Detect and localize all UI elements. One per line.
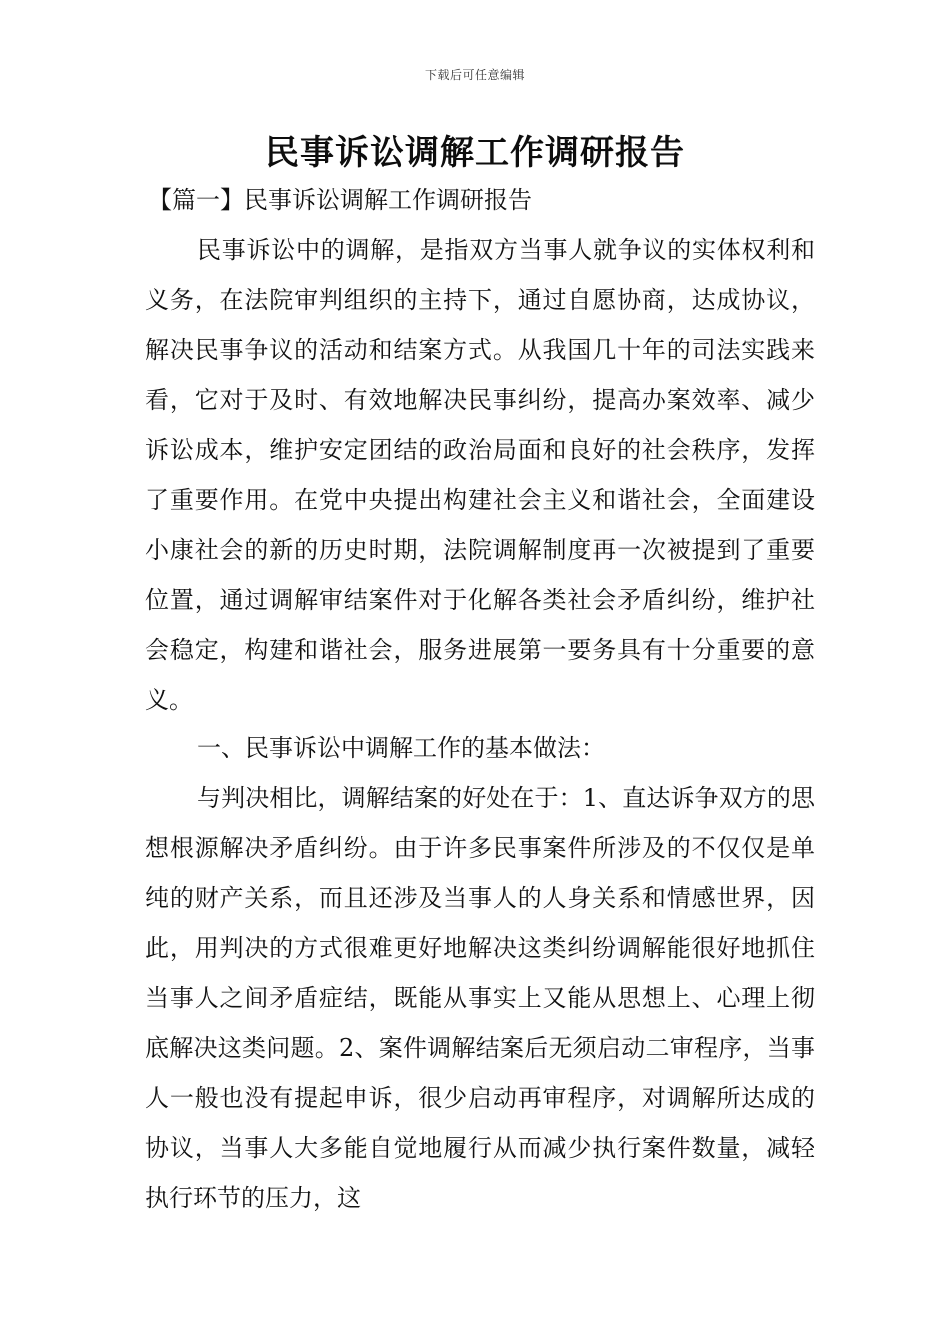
document-title: 民事诉讼调解工作调研报告 <box>265 133 685 173</box>
section-heading: 【篇一】民事诉讼调解工作调研报告 <box>148 186 532 214</box>
download-note: 下载后可任意编辑 <box>424 68 525 82</box>
paragraph-subheading: 一、民事诉讼中调解工作的基本做法： <box>197 734 605 762</box>
paragraph-intro: 民事诉讼中的调解，是指双方当事人就争议的实体权利和义务，在法院审判组织的主持下，通过自愿协商，达成协议，解决民事争议的活动和结案方式。从我国几十年的司法实践来看，它对于及时、有效地解决民事纠纷，提高办案效率、减少诉讼成本，维护安定团结的政治局面和良好的社会秩序，发挥了重要作用。在党中央提出构建社会主义和谐社会，全面建设小康社会的新的历史时期，法院调解制度再一次被提到了重要位置，通过调解审结案件对于化解各类社会矛盾纠纷，维护社会稳定，构建和谐社会，服务进展第一要务具有十分重要的意义。 <box>145 236 815 714</box>
paragraph-comparison: 与判决相比，调解结案的好处在于：1、直达诉争双方的思想根源解决矛盾纠纷。由于许多民事案件所涉及的不仅仅是单纯的财产关系，而且还涉及当事人的人身关系和情感世界，因此，用判决的方式很难更好地解决这类纠纷调解能很好地抓住当事人之间矛盾症结，既能从事实上又能从思想上、心理上彻底解决这类问题。2、案件调解结案后无须启动二审程序，当事人一般也没有提起申诉，很少启动再审程序，对调解所达成的协议，当事人大多能自觉地履行从而减少执行案件数量，减轻执行环节的压力，这 <box>145 784 815 1212</box>
